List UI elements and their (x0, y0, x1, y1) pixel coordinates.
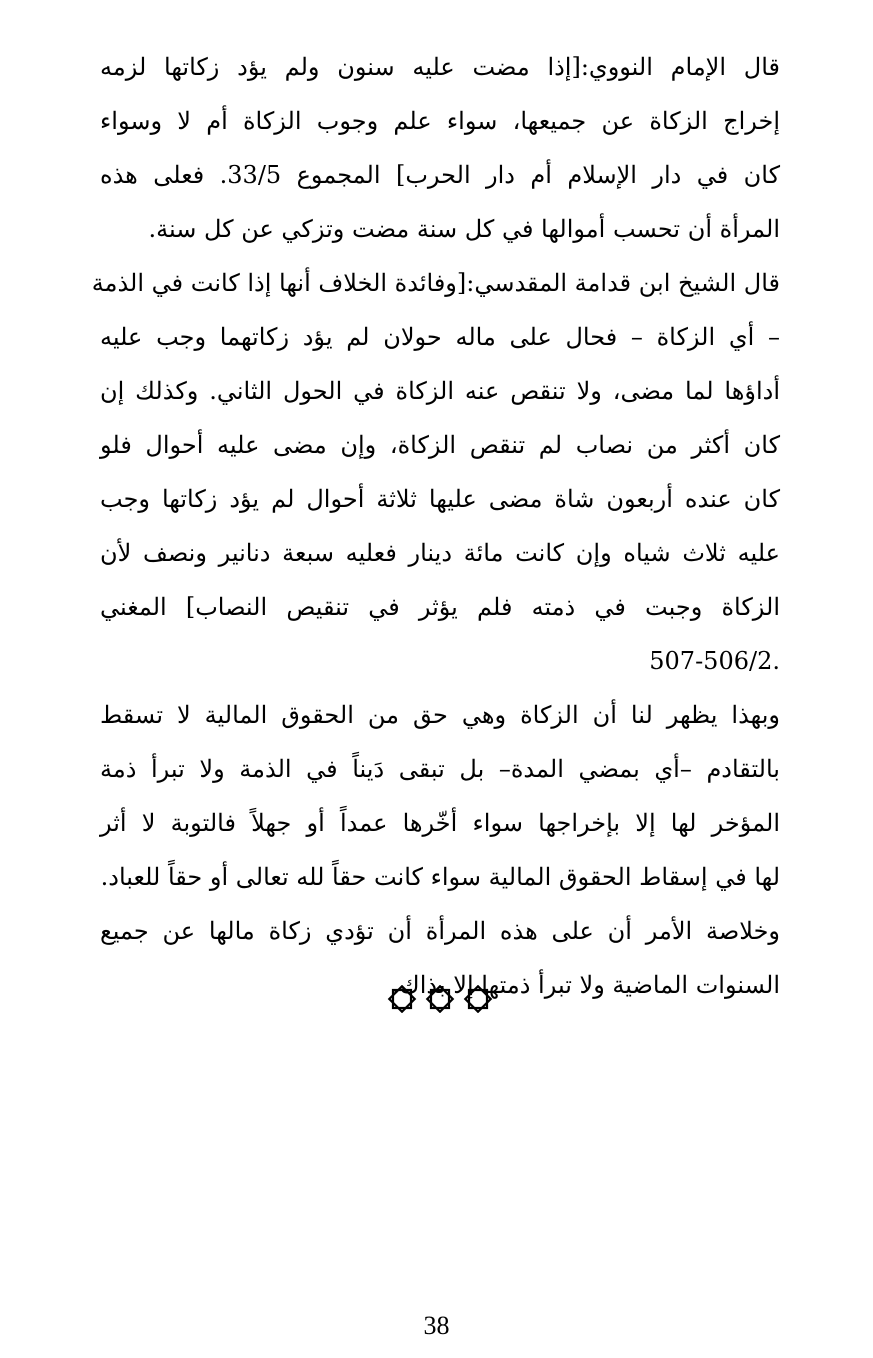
ornament-three-stars-icon (383, 985, 497, 1013)
text-line: قال الإمام النووي:[إذا مضت عليه سنون ولم يؤد زكاتها لزمه (100, 53, 780, 81)
text-line: إخراج الزكاة عن جميعها، سواء علم وجوب الزكاة أم لا وسواء (100, 107, 780, 135)
text-line: وبهذا يظهر لنا أن الزكاة وهي حق من الحقوق المالية لا تسقط (100, 701, 780, 729)
text-line: قال الشيخ ابن قدامة المقدسي:[وفائدة الخلاف أنها إذا كانت في الذمة (91, 269, 780, 297)
page-number: 38 (423, 1311, 450, 1340)
text-line: عليه ثلاث شياه وإن كانت مائة دينار فعليه سبعة دنانير ونصف لأن (100, 539, 781, 567)
text-line: وخلاصة الأمر أن على هذه المرأة أن تؤدي زكاة مالها عن جميع (100, 917, 780, 945)
text-line: كان أكثر من نصاب لم تنقص الزكاة، وإن مضى عليه أحوال فلو (100, 431, 780, 459)
text-line: .507-506/2 (649, 647, 780, 675)
paragraph-nawawi-quote (100, 40, 780, 256)
text-line: السنوات الماضية ولا تبرأ ذمتها إلا بذاك. (392, 971, 780, 999)
text-line: بالتقادم –أي بمضي المدة– بل تبقى دَيناً في الذمة ولا تبرأ ذمة (100, 755, 780, 783)
text-line: كان في دار الإسلام أم دار الحرب] المجموع 33/5. فعلى هذه (100, 161, 780, 189)
paragraph-ibn-qudama-quote (91, 256, 781, 688)
text-line: المؤخر لها إلا بإخراجها سواء أخّرها عمداً أو جهلاً فالتوبة لا أثر (100, 809, 780, 837)
text-line: – أي الزكاة – فحال على ماله حولان لم يؤد زكاتهما وجب عليه (100, 323, 780, 351)
text-line: المرأة أن تحسب أموالها في كل سنة مضت وتزكي عن كل سنة. (148, 215, 780, 243)
text-line: لها في إسقاط الحقوق المالية سواء كانت حقاً لله تعالى أو حقاً للعباد. (100, 863, 780, 891)
text-line: الزكاة وجبت في ذمته فلم يؤثر في تنقيص النصاب] المغني (100, 593, 780, 621)
body-text (91, 40, 781, 1012)
paragraph-conclusion (100, 688, 780, 904)
text-line: أداؤها لما مضى، ولا تنقص عنه الزكاة في الحول الثاني. وكذلك إن (100, 377, 781, 405)
text-line: كان عنده أربعون شاة مضى عليها ثلاثة أحوال لم يؤد زكاتها وجب (100, 485, 780, 513)
